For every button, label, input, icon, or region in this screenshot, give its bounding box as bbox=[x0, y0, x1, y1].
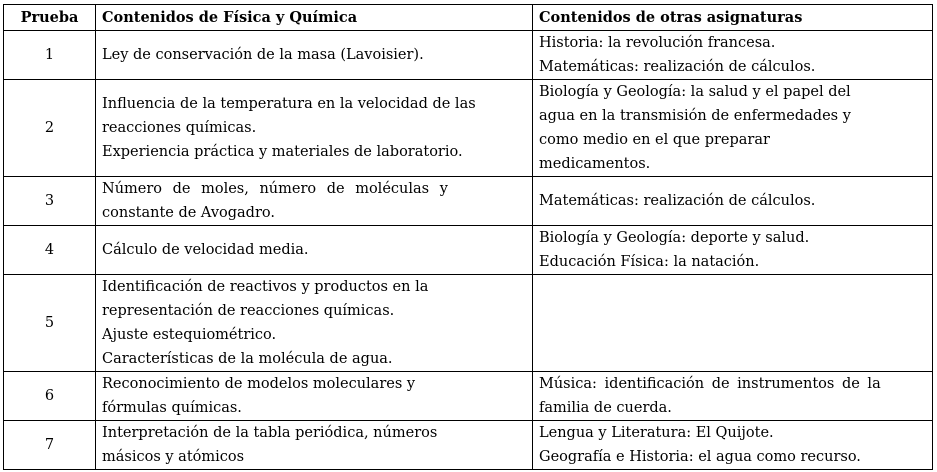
header-prueba: Prueba bbox=[4, 5, 96, 31]
otras-line: Historia: la revolución francesa. bbox=[539, 35, 776, 51]
fq-cell bbox=[96, 226, 533, 275]
fq-line: constante de Avogadro. bbox=[102, 205, 275, 221]
fq-line: Reconocimiento de modelos moleculares y bbox=[102, 376, 416, 392]
header-row bbox=[4, 5, 933, 31]
fq-line: Ley de conservación de la masa (Lavoisier). bbox=[102, 47, 424, 63]
otras-line: Geografía e Historia: el agua como recurso. bbox=[539, 449, 861, 465]
fq-line: Interpretación de la tabla periódica, números bbox=[102, 425, 438, 441]
header-otras-asignaturas: Contenidos de otras asignaturas bbox=[533, 5, 933, 31]
otras-cell bbox=[533, 372, 933, 421]
fq-cell bbox=[96, 372, 533, 421]
prueba-number: 5 bbox=[4, 275, 96, 372]
otras-line: Educación Física: la natación. bbox=[539, 254, 760, 270]
otras-line: Matemáticas: realización de cálculos. bbox=[539, 59, 816, 75]
otras-line: Lengua y Literatura: El Quijote. bbox=[539, 425, 774, 441]
fq-cell bbox=[96, 31, 533, 80]
otras-line: Matemáticas: realización de cálculos. bbox=[539, 193, 816, 209]
otras-cell bbox=[533, 80, 933, 177]
otras-line: medicamentos. bbox=[539, 156, 651, 172]
content-table bbox=[3, 4, 933, 470]
prueba-number: 4 bbox=[4, 226, 96, 275]
table-row bbox=[4, 275, 933, 372]
fq-cell bbox=[96, 177, 533, 226]
table-row bbox=[4, 226, 933, 275]
otras-cell bbox=[533, 177, 933, 226]
table-row bbox=[4, 372, 933, 421]
fq-line: representación de reacciones químicas. bbox=[102, 303, 395, 319]
fq-line: Influencia de la temperatura en la velocidad de las bbox=[102, 96, 476, 112]
prueba-number: 2 bbox=[4, 80, 96, 177]
otras-line: agua en la transmisión de enfermedades y bbox=[539, 108, 851, 124]
fq-line: Número de moles, número de moléculas y bbox=[102, 181, 448, 197]
otras-cell bbox=[533, 421, 933, 470]
otras-line: Biología y Geología: deporte y salud. bbox=[539, 230, 810, 246]
prueba-number: 7 bbox=[4, 421, 96, 470]
fq-line: Características de la molécula de agua. bbox=[102, 351, 393, 367]
fq-line: másicos y atómicos bbox=[102, 449, 245, 465]
prueba-number: 1 bbox=[4, 31, 96, 80]
fq-cell bbox=[96, 80, 533, 177]
otras-line: Biología y Geología: la salud y el papel del bbox=[539, 84, 851, 100]
otras-cell bbox=[533, 31, 933, 80]
otras-cell-empty bbox=[533, 275, 933, 372]
otras-cell bbox=[533, 226, 933, 275]
table-row bbox=[4, 80, 933, 177]
fq-line: Ajuste estequiométrico. bbox=[102, 327, 277, 343]
otras-line: familia de cuerda. bbox=[539, 400, 672, 416]
header-fisica-quimica: Contenidos de Física y Química bbox=[96, 5, 533, 31]
prueba-number: 3 bbox=[4, 177, 96, 226]
prueba-number: 6 bbox=[4, 372, 96, 421]
fq-line: Cálculo de velocidad media. bbox=[102, 242, 309, 258]
otras-line: Música: identificación de instrumentos de la bbox=[539, 376, 881, 392]
table-row bbox=[4, 31, 933, 80]
fq-line: fórmulas químicas. bbox=[102, 400, 242, 416]
otras-line: como medio en el que preparar bbox=[539, 132, 770, 148]
table-row bbox=[4, 421, 933, 470]
fq-line: Identificación de reactivos y productos en la bbox=[102, 279, 429, 295]
fq-cell bbox=[96, 275, 533, 372]
fq-line: reacciones químicas. bbox=[102, 120, 257, 136]
table-row bbox=[4, 177, 933, 226]
fq-cell bbox=[96, 421, 533, 470]
fq-line: Experiencia práctica y materiales de laboratorio. bbox=[102, 144, 463, 160]
